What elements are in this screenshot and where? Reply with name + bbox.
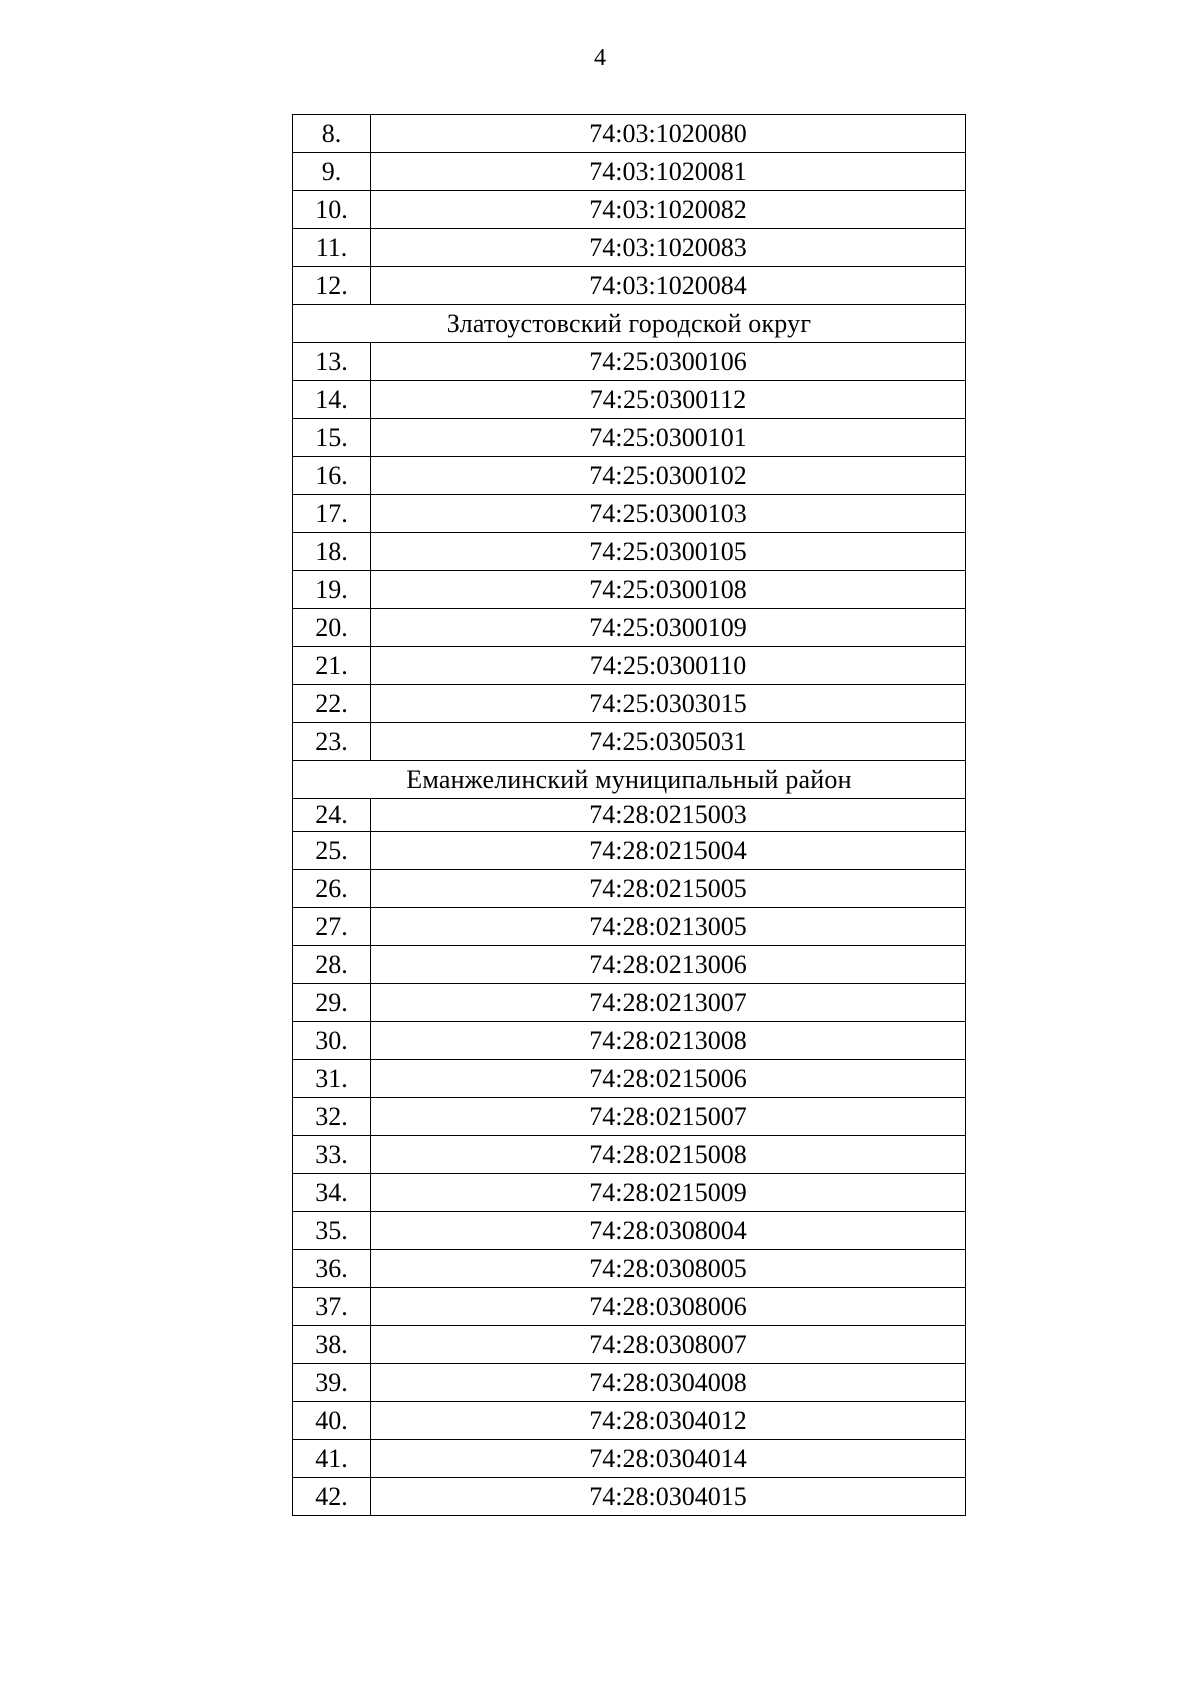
row-number: 37. (293, 1288, 371, 1326)
section-title: Еманжелинский муниципальный район (293, 761, 966, 799)
cadastral-code: 74:03:1020083 (371, 229, 966, 267)
row-number: 39. (293, 1364, 371, 1402)
section-row (293, 305, 966, 343)
table-row (293, 1250, 966, 1288)
row-number: 26. (293, 870, 371, 908)
cadastral-code: 74:28:0213005 (371, 908, 966, 946)
table-row (293, 1174, 966, 1212)
page-number: 4 (594, 45, 606, 71)
cadastral-code: 74:03:1020082 (371, 191, 966, 229)
row-number: 40. (293, 1402, 371, 1440)
table-row (293, 1288, 966, 1326)
table-row (293, 1136, 966, 1174)
table-row (293, 799, 966, 832)
row-number: 8. (293, 115, 371, 153)
row-number: 16. (293, 457, 371, 495)
row-number: 14. (293, 381, 371, 419)
cadastral-code: 74:28:0215007 (371, 1098, 966, 1136)
table-row (293, 1212, 966, 1250)
cadastral-code: 74:25:0300101 (371, 419, 966, 457)
row-number: 18. (293, 533, 371, 571)
table-row (293, 229, 966, 267)
table-row (293, 1402, 966, 1440)
cadastral-code: 74:25:0300112 (371, 381, 966, 419)
cadastral-code: 74:28:0213008 (371, 1022, 966, 1060)
cadastral-code: 74:28:0215006 (371, 1060, 966, 1098)
row-number: 21. (293, 647, 371, 685)
cadastral-code: 74:25:0300103 (371, 495, 966, 533)
cadastral-code: 74:28:0215005 (371, 870, 966, 908)
row-number: 42. (293, 1478, 371, 1516)
row-number: 27. (293, 908, 371, 946)
cadastral-code: 74:28:0304012 (371, 1402, 966, 1440)
cadastral-code: 74:03:1020081 (371, 153, 966, 191)
table-row (293, 1060, 966, 1098)
table-row (293, 647, 966, 685)
cadastral-code: 74:28:0304015 (371, 1478, 966, 1516)
row-number: 41. (293, 1440, 371, 1478)
table-row (293, 908, 966, 946)
cadastral-code: 74:25:0300105 (371, 533, 966, 571)
cadastral-code: 74:03:1020080 (371, 115, 966, 153)
table-row (293, 685, 966, 723)
row-number: 10. (293, 191, 371, 229)
table-row (293, 457, 966, 495)
row-number: 34. (293, 1174, 371, 1212)
row-number: 17. (293, 495, 371, 533)
row-number: 22. (293, 685, 371, 723)
row-number: 30. (293, 1022, 371, 1060)
section-row (293, 761, 966, 799)
table-row (293, 533, 966, 571)
table-row (293, 495, 966, 533)
row-number: 31. (293, 1060, 371, 1098)
row-number: 15. (293, 419, 371, 457)
row-number: 23. (293, 723, 371, 761)
cadastral-code: 74:28:0308005 (371, 1250, 966, 1288)
table-row (293, 191, 966, 229)
cadastral-code: 74:28:0215008 (371, 1136, 966, 1174)
table-row (293, 419, 966, 457)
row-number: 28. (293, 946, 371, 984)
row-number: 12. (293, 267, 371, 305)
table-row (293, 381, 966, 419)
cadastral-code: 74:28:0215004 (371, 832, 966, 870)
table-row (293, 1440, 966, 1478)
cadastral-code: 74:25:0300102 (371, 457, 966, 495)
cadastral-code: 74:28:0308004 (371, 1212, 966, 1250)
row-number: 24. (293, 799, 371, 832)
table-row (293, 1326, 966, 1364)
table-row (293, 571, 966, 609)
row-number: 11. (293, 229, 371, 267)
row-number: 29. (293, 984, 371, 1022)
table-row (293, 832, 966, 870)
section-title: Златоустовский городской округ (293, 305, 966, 343)
cadastral-code: 74:25:0303015 (371, 685, 966, 723)
row-number: 13. (293, 343, 371, 381)
table-row (293, 609, 966, 647)
cadastral-code: 74:28:0215003 (371, 799, 966, 832)
cadastral-code: 74:28:0213007 (371, 984, 966, 1022)
cadastral-code: 74:28:0213006 (371, 946, 966, 984)
cadastral-code: 74:25:0300106 (371, 343, 966, 381)
table-row (293, 343, 966, 381)
row-number: 36. (293, 1250, 371, 1288)
row-number: 9. (293, 153, 371, 191)
row-number: 33. (293, 1136, 371, 1174)
cadastral-code: 74:28:0304014 (371, 1440, 966, 1478)
row-number: 35. (293, 1212, 371, 1250)
table-row (293, 153, 966, 191)
table-row (293, 1022, 966, 1060)
cadastral-code: 74:28:0308007 (371, 1326, 966, 1364)
table-row (293, 1478, 966, 1516)
row-number: 19. (293, 571, 371, 609)
cadastral-code: 74:28:0215009 (371, 1174, 966, 1212)
table-row (293, 870, 966, 908)
cadastral-table-body (293, 115, 966, 1516)
cadastral-code: 74:25:0300110 (371, 647, 966, 685)
table-row (293, 723, 966, 761)
row-number: 38. (293, 1326, 371, 1364)
cadastral-code: 74:28:0308006 (371, 1288, 966, 1326)
cadastral-table (292, 114, 966, 1516)
table-row (293, 946, 966, 984)
cadastral-code: 74:03:1020084 (371, 267, 966, 305)
cadastral-code: 74:28:0304008 (371, 1364, 966, 1402)
table-row (293, 1098, 966, 1136)
cadastral-code: 74:25:0300108 (371, 571, 966, 609)
table-row (293, 267, 966, 305)
cadastral-code: 74:25:0305031 (371, 723, 966, 761)
row-number: 20. (293, 609, 371, 647)
cadastral-code: 74:25:0300109 (371, 609, 966, 647)
table-row (293, 1364, 966, 1402)
table-row (293, 984, 966, 1022)
table-row (293, 115, 966, 153)
row-number: 25. (293, 832, 371, 870)
row-number: 32. (293, 1098, 371, 1136)
